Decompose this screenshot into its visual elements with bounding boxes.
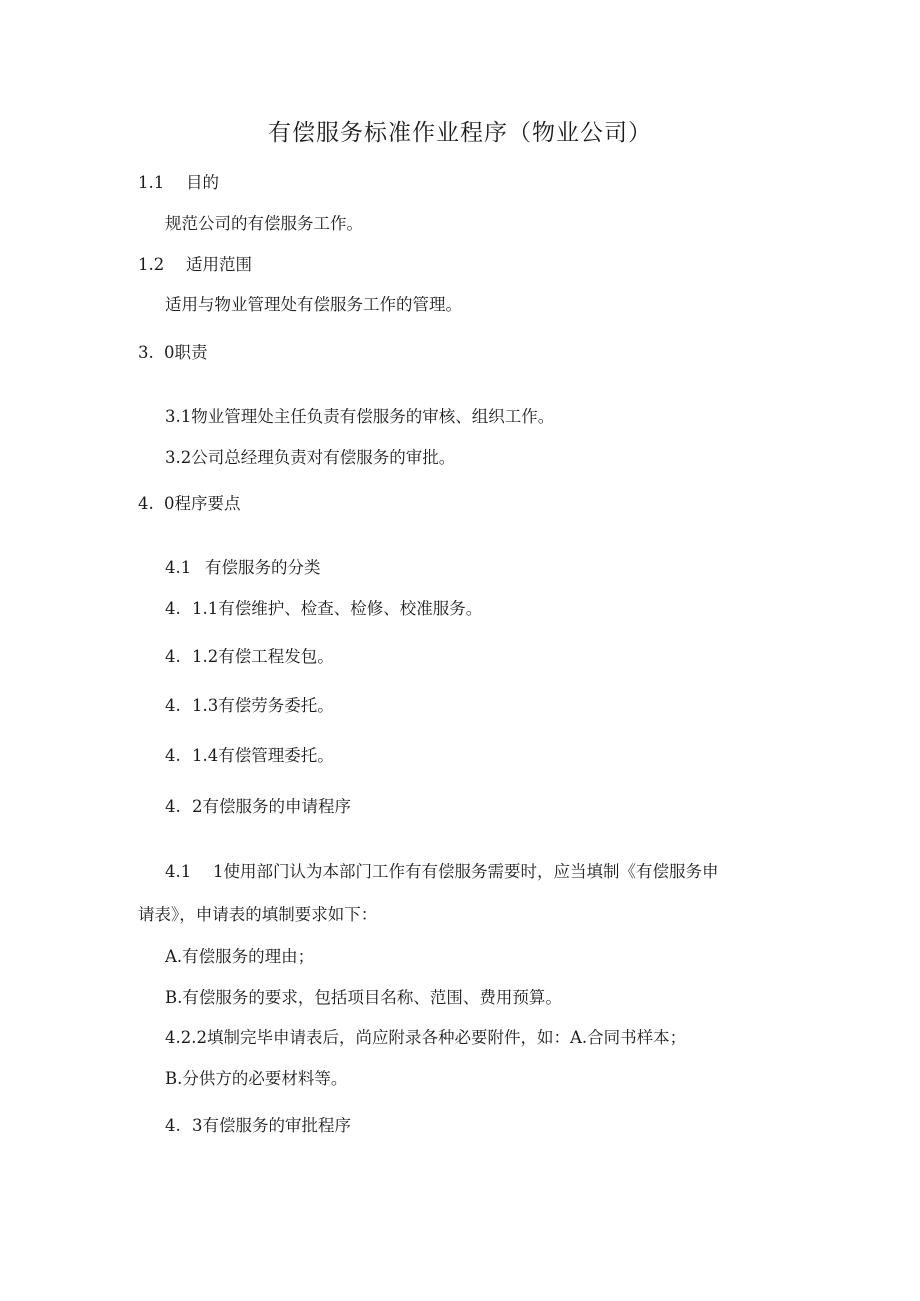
subsection-4-2-heading (165, 796, 351, 818)
section-title: 有偿服务的分类 (205, 558, 321, 577)
section-1-2-heading (138, 254, 252, 276)
section-title: 0职责 (164, 343, 208, 362)
paragraph: 3.1物业管理处主任负责有偿服务的审核、组织工作。 (165, 407, 555, 426)
section-title: 0程序要点 (164, 494, 241, 513)
section-number: 4. (165, 599, 181, 618)
subsection-4-1-heading (165, 557, 321, 579)
section-title: 3有偿服务的审批程序 (192, 1116, 351, 1135)
section-1-1-heading (138, 172, 219, 194)
section-number: 1.2 (138, 255, 165, 274)
list-item: B.有偿服务的要求，包括项目名称、范围、费用预算。 (165, 988, 562, 1007)
section-number: 4. (138, 494, 154, 513)
document-title: 有偿服务标准作业程序（物业公司） (268, 120, 652, 146)
section-title: 目的 (186, 173, 219, 192)
paragraph: 规范公司的有偿服务工作。 (165, 214, 363, 233)
paragraph-continuation: B.分供方的必要材料等。 (165, 1069, 348, 1088)
section-number: 4.1 (165, 862, 192, 881)
section-number: 1.1 (138, 173, 165, 192)
list-item-text: 1.2有偿工程发包。 (192, 647, 334, 666)
section-number: 4. (165, 647, 181, 666)
section-title: 2有偿服务的申请程序 (192, 797, 351, 816)
section-number: 4. (165, 696, 181, 715)
section-3-heading (138, 342, 208, 364)
list-item (165, 745, 334, 767)
list-item (165, 695, 334, 717)
list-item (165, 598, 482, 620)
section-number: 3. (138, 343, 154, 362)
list-item (165, 646, 334, 668)
paragraph-text: 1使用部门认为本部门工作有有偿服务需要时，应当填制《有偿服务申 (213, 862, 719, 881)
section-number: 4. (165, 797, 181, 816)
section-title: 适用范围 (186, 255, 252, 274)
list-item-text: 1.4有偿管理委托。 (192, 746, 334, 765)
paragraph: 适用与物业管理处有偿服务工作的管理。 (165, 295, 462, 314)
paragraph (165, 861, 719, 883)
subsection-4-3-heading (165, 1115, 351, 1137)
paragraph: 3.2公司总经理负责对有偿服务的审批。 (165, 448, 456, 467)
section-number: 4. (165, 1116, 181, 1135)
section-number: 4. (165, 746, 181, 765)
section-number: 4.1 (165, 558, 192, 577)
paragraph-continuation: 请表》，申请表的填制要求如下： (138, 905, 378, 924)
list-item-text: 1.3有偿劳务委托。 (192, 696, 334, 715)
section-4-heading (138, 493, 241, 515)
list-item-text: 1.1有偿维护、检查、检修、校准服务。 (192, 599, 483, 618)
list-item: A.有偿服务的理由； (165, 947, 315, 966)
paragraph: 4.2.2填制完毕申请表后，尚应附录各种必要附件，如：A.合同书样本； (165, 1028, 687, 1047)
